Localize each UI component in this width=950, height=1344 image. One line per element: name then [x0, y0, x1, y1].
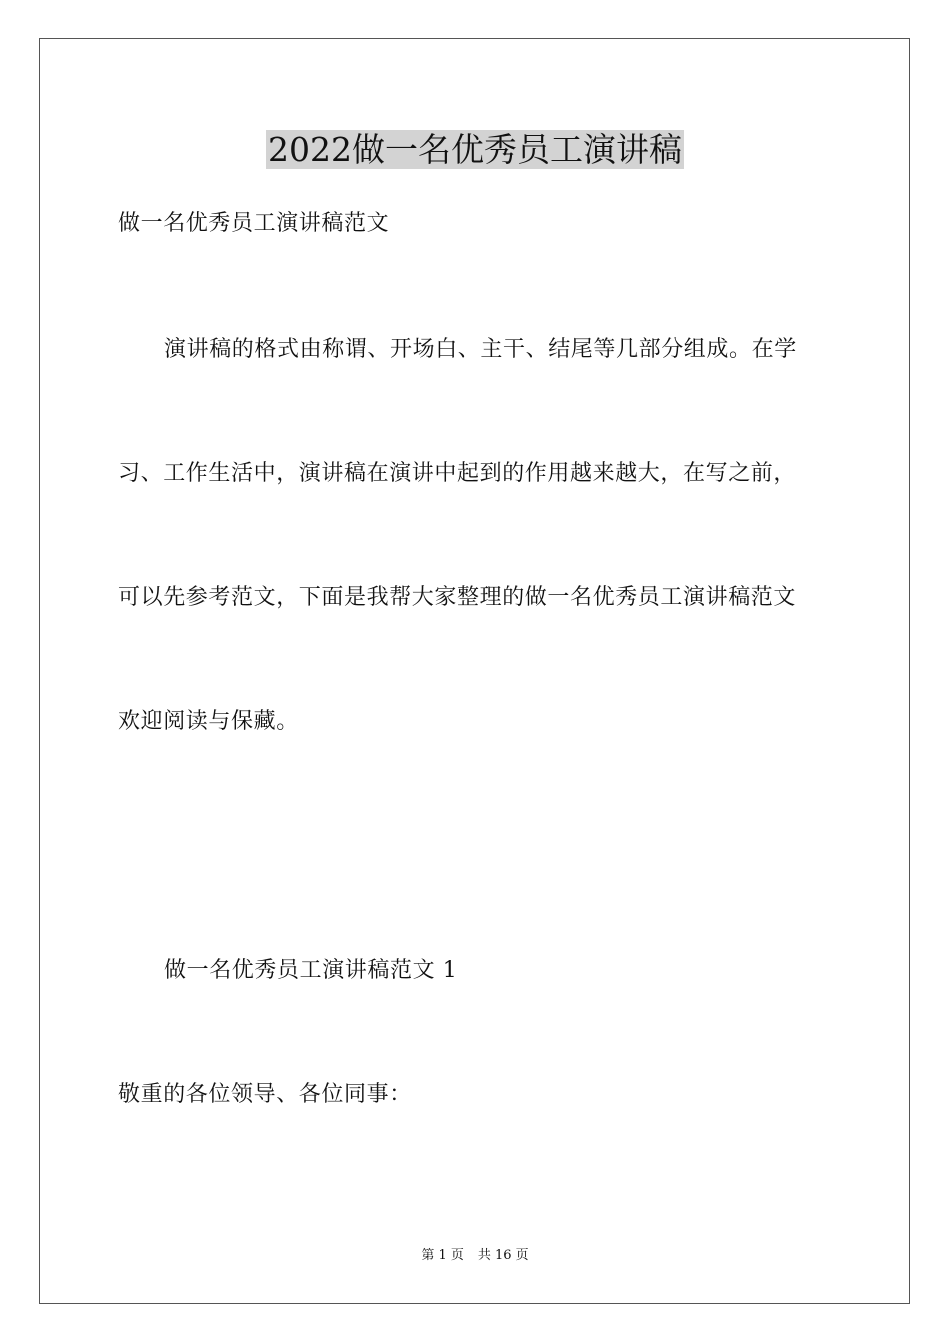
intro-line-4: 欢迎阅读与保藏。 — [118, 709, 299, 734]
intro-line-2: 习、工作生活中，演讲稿在演讲中起到的作用越来越大，在写之前， — [118, 461, 797, 486]
intro-line-1: 演讲稿的格式由称谓、开场白、主干、结尾等几部分组成。在学 — [164, 337, 797, 362]
salutation: 敬重的各位领导、各位同事： — [118, 1082, 412, 1107]
page-number: 第 1 页 — [421, 1248, 464, 1263]
intro-line-3: 可以先参考范文，下面是我帮大家整理的做一名优秀员工演讲稿范文 — [118, 585, 797, 610]
page-total: 共 16 页 — [477, 1248, 529, 1263]
document-subtitle: 做一名优秀员工演讲稿范文 — [118, 211, 390, 236]
document-title — [0, 128, 950, 172]
section-heading: 做一名优秀员工演讲稿范文 1 — [164, 958, 458, 983]
page-footer — [0, 1247, 950, 1265]
document-title-text: 2022做一名优秀员工演讲稿 — [268, 130, 682, 169]
